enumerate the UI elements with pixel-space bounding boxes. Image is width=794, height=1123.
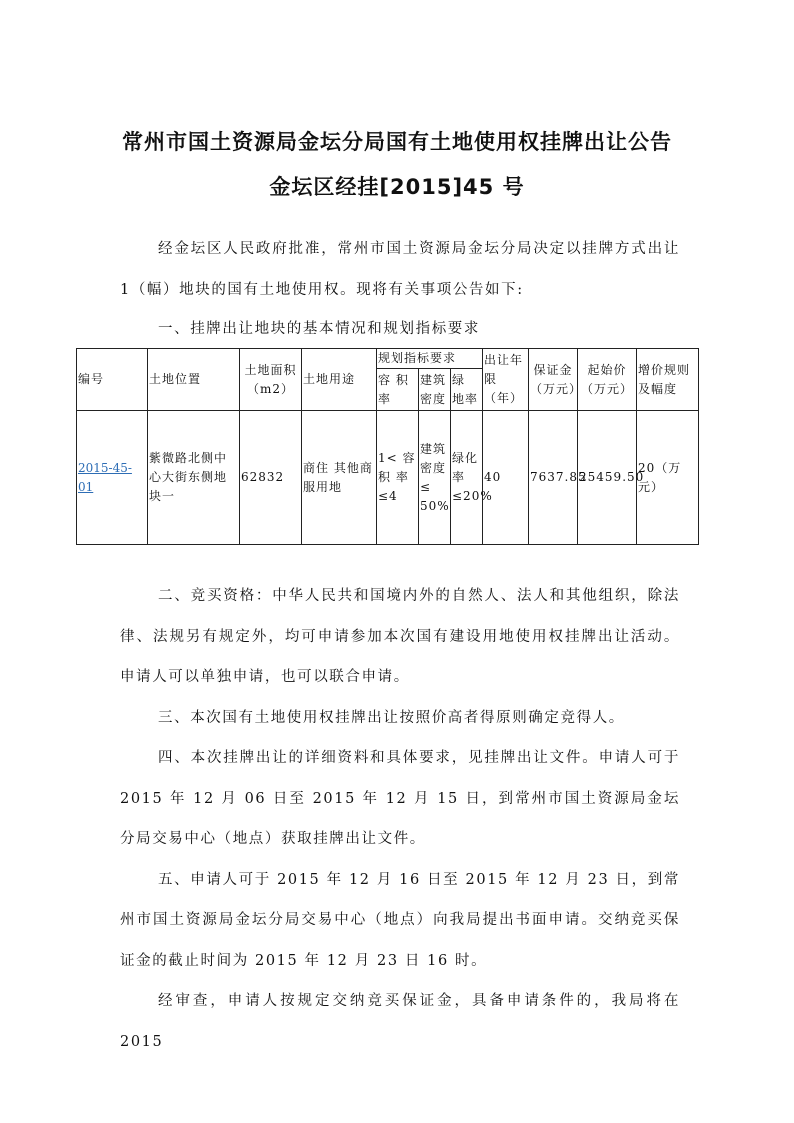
header-term: 出让年限（年） (483, 349, 529, 411)
document-number: 金坛区经挂[2015]45 号 (269, 175, 525, 199)
cell-location: 紫微路北侧中心大街东侧地块一 (148, 411, 240, 545)
header-planning: 规划指标要求 (377, 349, 483, 369)
cell-density: 建筑密度 ≤ 50% (419, 411, 451, 545)
cell-deposit: 7637.85 (529, 411, 578, 545)
cell-area: 62832 (240, 411, 302, 545)
land-parcel-table (76, 348, 768, 545)
section4-paragraph: 四、本次挂牌出让的详细资料和具体要求，见挂牌出让文件。申请人可于 2015 年 12 月 06 日至 2015 年 12 月 15 日，到常州市国土资源局金坛分局交易中心（地点）获取挂牌出让文件。 (120, 750, 680, 847)
header-deposit: 保证金（万元） (529, 349, 578, 411)
header-start-price: 起始价（万元） (578, 349, 637, 411)
header-far: 容 积率 (377, 369, 419, 411)
intro-text: 经金坛区人民政府批准，常州市国土资源局金坛分局决定以挂牌方式出让 1（幅）地块的国有土地使用权。现将有关事项公告如下: (120, 241, 680, 298)
cell-far: 1< 容 积 率 ≤4 (377, 411, 419, 545)
cell-increment: 20（万元） (637, 411, 699, 545)
header-density: 建筑密度 (419, 369, 451, 411)
header-green: 绿 地率 (451, 369, 483, 411)
body-paragraphs (120, 576, 680, 1062)
header-id: 编号 (77, 349, 148, 411)
header-increment: 增价规则及幅度 (637, 349, 699, 411)
cell-start-price: 25459.50 (578, 411, 637, 545)
section5-paragraph: 五、申请人可于 2015 年 12 月 16 日至 2015 年 12 月 23 日，到常州市国土资源局金坛分局交易中心（地点）向我局提出书面申请。交纳竞买保证金的截止时间为 2015 年 12 月 23 日 16 时。 (120, 871, 680, 969)
table-header-row (77, 349, 768, 369)
intro-paragraph (120, 229, 680, 310)
cell-term: 40 (483, 411, 529, 545)
section1-heading: 一、挂牌出让地块的基本情况和规划指标要求 (158, 321, 480, 337)
header-area: 土地面积（m2） (240, 349, 302, 411)
cell-green: 绿化率≤20% (451, 411, 483, 545)
cell-use: 商住 其他商服用地 (302, 411, 377, 545)
table-row (77, 411, 768, 545)
header-use: 土地用途 (302, 349, 377, 411)
page-title: 常州市国土资源局金坛分局国有土地使用权挂牌出让公告 (122, 130, 672, 154)
header-location: 土地位置 (148, 349, 240, 411)
section2-paragraph: 二、竞买资格：中华人民共和国境内外的自然人、法人和其他组织，除法律、法规另有规定外，均可申请参加本次国有建设用地使用权挂牌出让活动。申请人可以单独申请，也可以联合申请。 (120, 588, 680, 685)
parcel-id-link[interactable]: 2015-45-01 (77, 411, 148, 545)
section3-paragraph: 三、本次国有土地使用权挂牌出让按照价高者得原则确定竞得人。 (158, 709, 625, 726)
closing-paragraph: 经审查，申请人按规定交纳竞买保证金，具备申请条件的，我局将在 2015 (120, 993, 680, 1050)
